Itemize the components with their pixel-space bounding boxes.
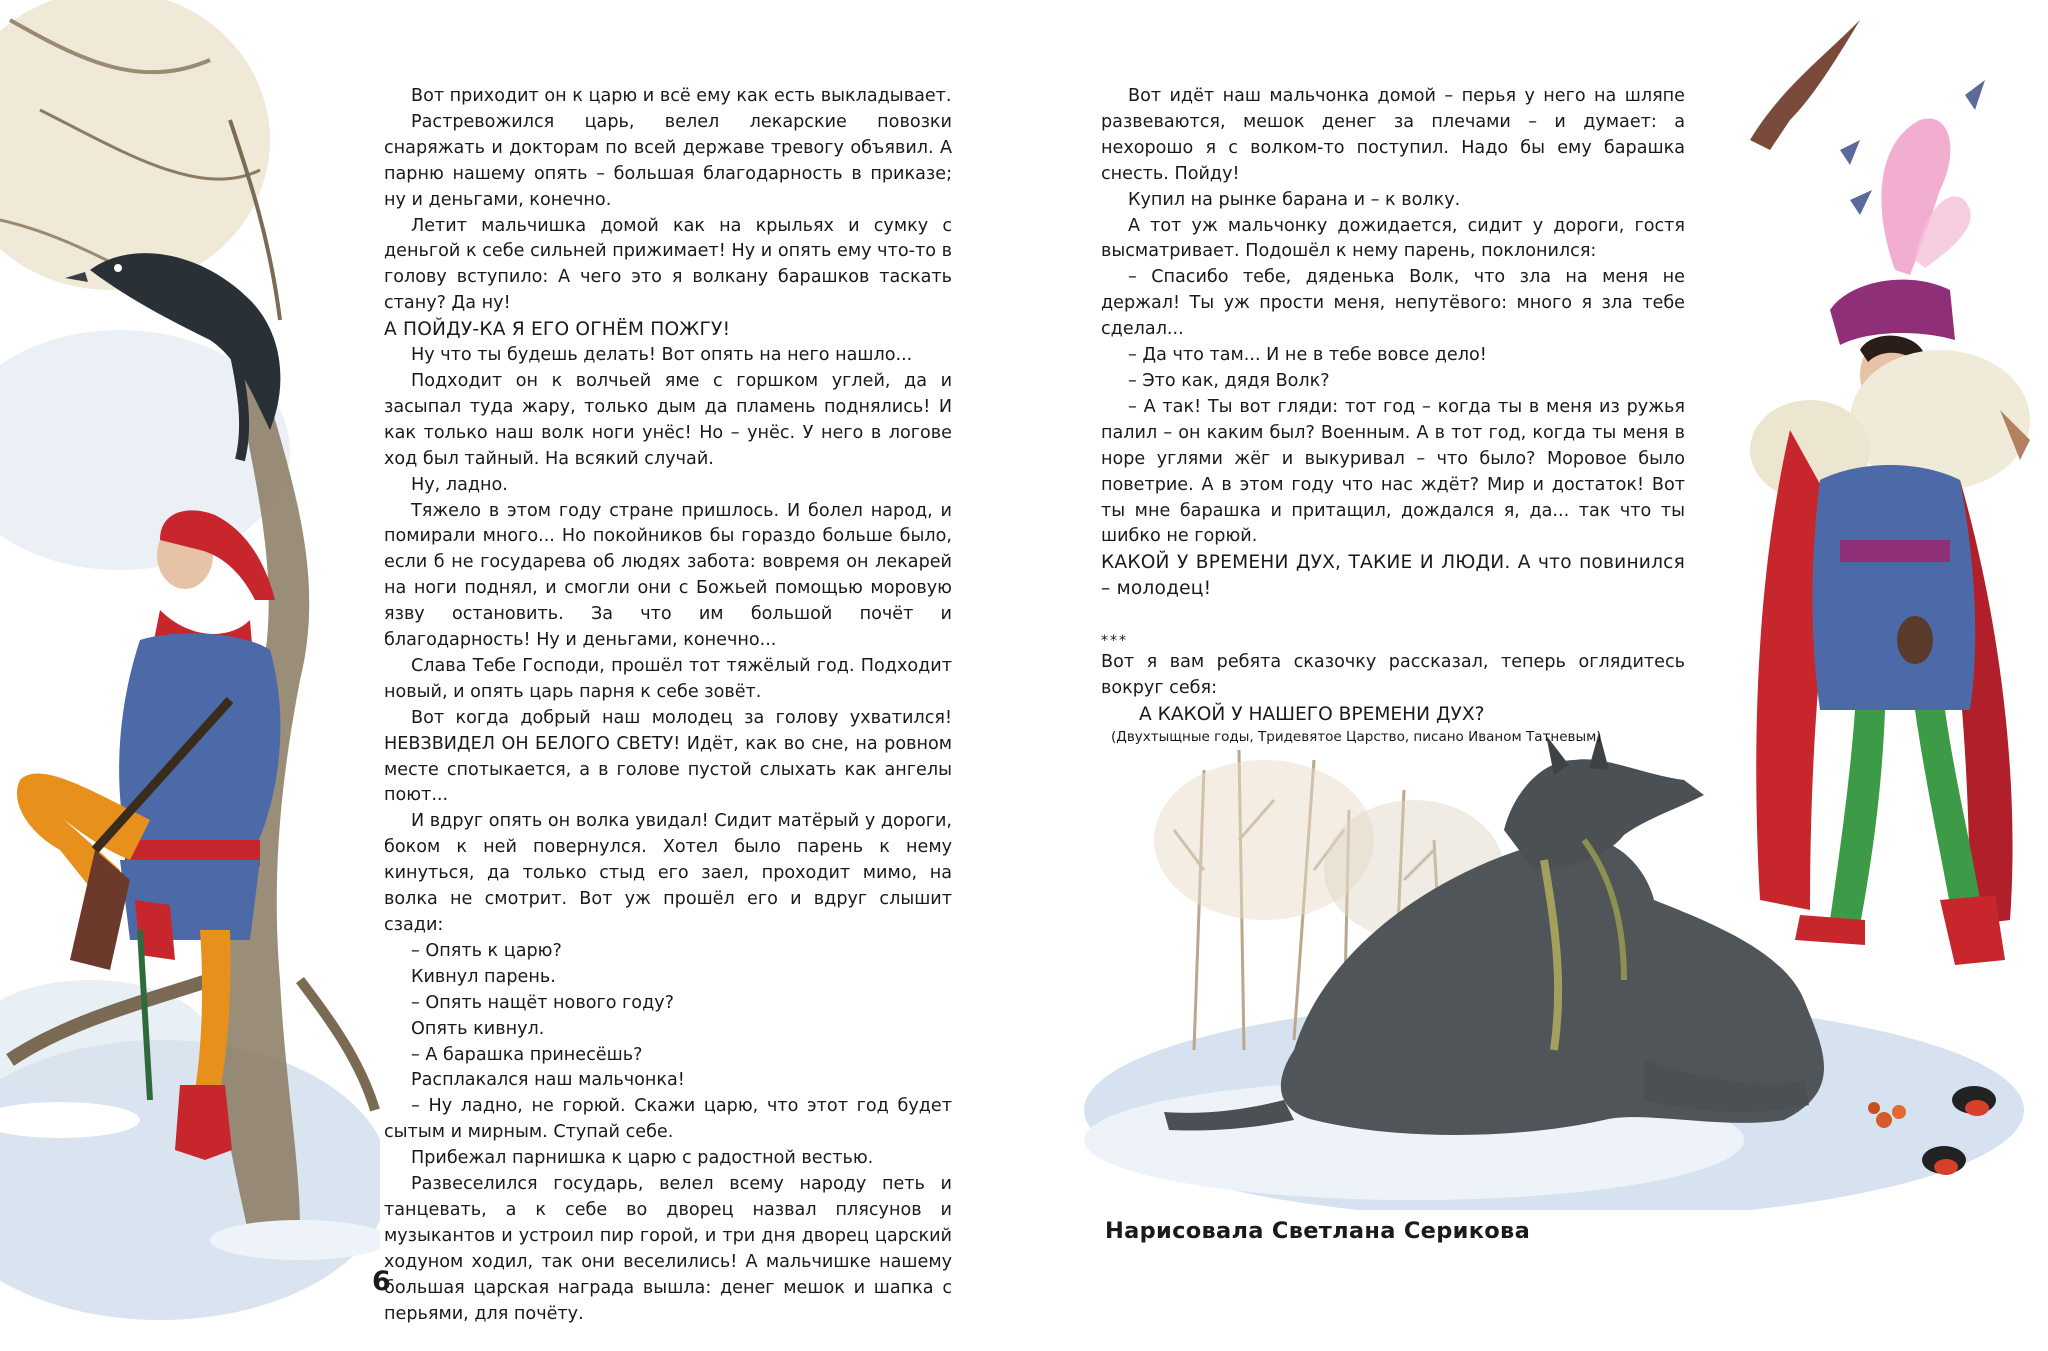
- hunter-illustration: [0, 0, 380, 1351]
- dialogue-line: – Ну ладно, не горюй. Скажи царю, что этот год будет сытым и мирным. Ступай себе.: [384, 1096, 952, 1143]
- section-separator: ***: [1101, 633, 1128, 650]
- paragraph: Купил на рынке барана и – к волку.: [1128, 189, 1461, 210]
- paragraph: Вот когда добрый наш молодец за голову ухватился! НЕВЗВИДЕЛ ОН БЕЛОГО СВЕТУ! Идёт, как во сне, на ровном месте спотыкается, а в голове пустой слыхать как ангелы поют...: [384, 707, 952, 806]
- dialogue-line: – Спасибо тебе, дяденька Волк, что зла на меня не держал! Ты уж прости меня, непутёвого: много я зла тебе сделал...: [1101, 267, 1685, 340]
- paragraph: Слава Тебе Господи, прошёл тот тяжёлый год. Подходит новый, и опять царь парня к себе зовёт.: [384, 655, 952, 702]
- story-text-right: [1101, 84, 1685, 746]
- paragraph: Ну что ты будешь делать! Вот опять на него нашло...: [411, 345, 913, 366]
- paragraph: Подходит он к волчьей яме с горшком углей, да и засыпал туда жару, только дым да пламень поднялись! И как только наш волк ноги унёс! Но – унёс. У него в логове ход был тайный. На всякий случай.: [384, 370, 952, 469]
- dialogue-line: – Да что там... И не в тебе вовсе дело!: [1128, 345, 1487, 366]
- paragraph: Ну, ладно.: [411, 474, 508, 495]
- dialogue-line: – Опять к царю?: [411, 940, 562, 961]
- right-page: [1024, 0, 2048, 1351]
- emphasis-line: А ПОЙДУ-КА Я ЕГО ОГНЁМ ПОЖГУ!: [384, 319, 731, 341]
- dialogue-line: – А так! Ты вот гляди: тот год – когда ты в меня из ружья палил – он каким был? Военным. А в тот год, когда ты меня в норе углями жёг и выкуривал – что было? Моровое было поветрие. А в этом году что нас ждёт? Мир и достаток! Вот ты мне барашка и притащил, дождался я, да... так что ты шибко не горюй.: [1101, 396, 1685, 547]
- paragraph: Расплакался наш мальчонка!: [411, 1070, 685, 1091]
- paragraph: А тот уж мальчонку дожидается, сидит у дороги, гостя высматривает. Подошёл к нему парень, поклонился:: [1101, 215, 1685, 262]
- paragraph: Кивнул парень.: [411, 966, 556, 987]
- closing-question: А КАКОЙ У НАШЕГО ВРЕМЕНИ ДУХ?: [1139, 703, 1485, 725]
- paragraph: Вот приходит он к царю и всё ему как есть выкладывает.: [411, 86, 952, 106]
- paragraph: Опять кивнул.: [411, 1018, 545, 1039]
- closing-line: Вот я вам ребята сказочку рассказал, теперь оглядитесь вокруг себя:: [1101, 652, 1685, 699]
- paragraph: Вот идёт наш мальчонка домой – перья у него на шляпе развеваются, мешок денег за плечами – и думает: а нехорошо я с волком-то поступил. Надо бы ему барашка снесть. Пойду!: [1101, 86, 1685, 184]
- paragraph: Растревожился царь, велел лекарские повозки снаряжать и докторам по всей державе тревогу объявил. А парню нашему опять – большая благодарность в приказе; ну и деньгами, конечно.: [384, 111, 952, 210]
- paragraph: Летит мальчишка домой как на крыльях и сумку с деньгой к себе сильней прижимает! Ну и опять ему что-то в голову вступило: А чего это я волкану барашков таскать стану? Да ну!: [384, 215, 952, 314]
- dialogue-line: – Опять нащёт нового году?: [411, 992, 674, 1013]
- wolf-drawing: [1084, 720, 2024, 1210]
- paragraph: Развеселился государь, велел всему народу петь и танцевать, а к себе во дворец назвал плясунов и музыкантов и устроил пир горой, и три дня дворец царский ходуном ходил, так они веселились! А мальчишке нашему большая царская награда вышла: денег мешок и шапка с перьями, для почёту.: [384, 1174, 952, 1324]
- dialogue-line: – А барашка принесёшь?: [411, 1044, 643, 1065]
- hunter-drawing: [0, 0, 380, 1351]
- paragraph: Тяжело в этом году стране пришлось. И болел народ, и помирали много... Но покойников бы гораздо больше было, если б не государева об людях забота: вовремя он лекарей на ноги поднял, и смогли они с Божьей помощью моровую язву остановить. За что им большой почёт и благодарность! Ну и деньгами, конечно...: [384, 500, 952, 651]
- paragraph: И вдруг опять он волка увидал! Сидит матёрый у дороги, боком к ней повернулся. Хотел было парень к нему кинуться, да только стыд его заел, проходит мимо, на волка не смотрит. Вот уж прошёл его и вдруг слышит сзади:: [384, 811, 952, 935]
- illustrator-credit: Нарисовала Светлана Серикова: [1105, 1218, 1531, 1244]
- dialogue-line: – Это как, дядя Волк?: [1128, 370, 1330, 391]
- emphasis-line: КАКОЙ У ВРЕМЕНИ ДУХ, ТАКИЕ И ЛЮДИ. А что повинился – молодец!: [1101, 552, 1685, 600]
- paragraph: Прибежал парнишка к царю с радостной вестью.: [411, 1148, 874, 1169]
- source-note: (Двухтыщные годы, Тридевятое Царство, писано Иваном Татневым): [1111, 728, 1602, 745]
- wolf-illustration: [1084, 720, 2024, 1210]
- story-text-left: [384, 84, 952, 1328]
- page-number: 6: [372, 1266, 391, 1297]
